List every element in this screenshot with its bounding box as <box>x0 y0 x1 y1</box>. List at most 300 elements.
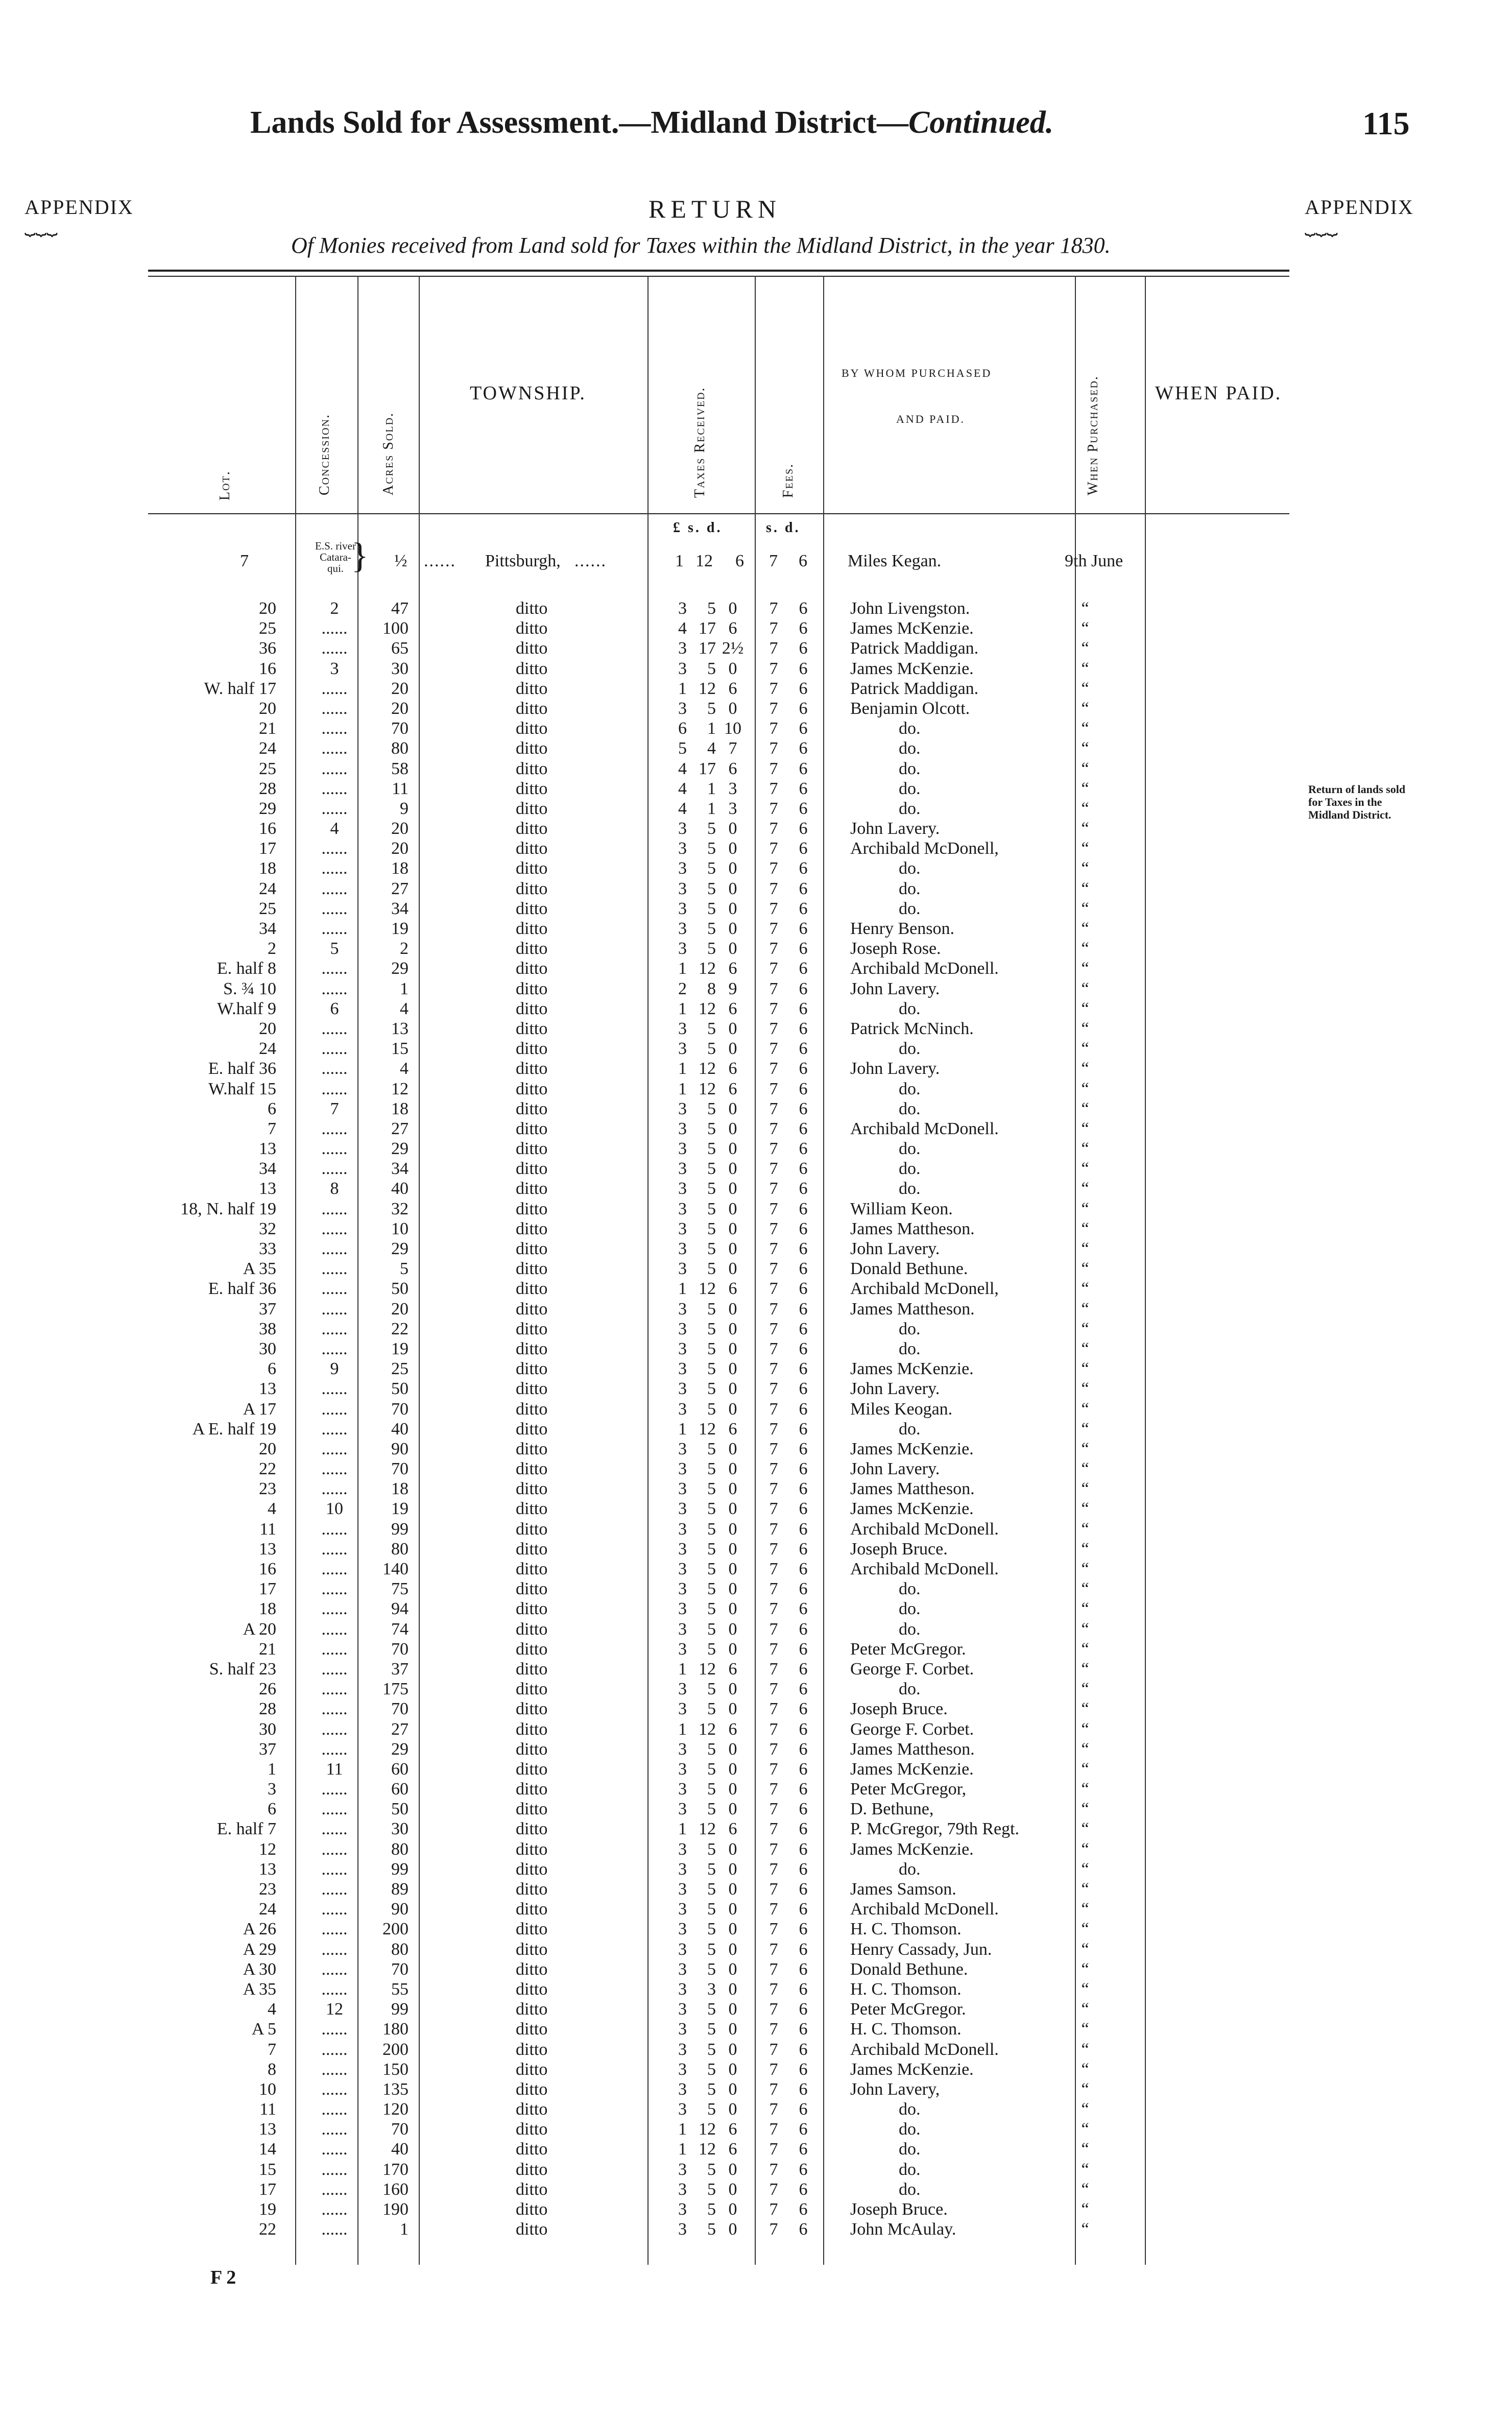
row-buyer: H. C. Thomson. <box>850 2020 962 2039</box>
table-row <box>0 759 1512 779</box>
row-lot: 21 <box>259 1639 276 1659</box>
row-shillings: 5 <box>707 2100 716 2119</box>
row-fee-shillings: 7 <box>769 619 778 638</box>
row-buyer: James Mattheson. <box>850 1219 975 1238</box>
row-concession: ...... <box>321 1959 348 1979</box>
row-buyer: Patrick Maddigan. <box>850 639 979 658</box>
row-buyer: Donald Bethune. <box>850 1959 968 1979</box>
row-concession: ...... <box>321 2160 348 2179</box>
row-fee-shillings: 7 <box>769 1759 778 1779</box>
row-pence: 0 <box>728 1539 737 1559</box>
row-fee-pence: 6 <box>799 1800 808 1819</box>
row-shillings: 5 <box>707 1099 716 1118</box>
row-pence: 6 <box>728 1079 737 1098</box>
row-fee-shillings: 7 <box>769 1680 778 1699</box>
row-lot: 16 <box>259 819 276 838</box>
row-concession: ...... <box>321 2140 348 2159</box>
row-pence: 0 <box>728 599 737 618</box>
row-fee-shillings: 7 <box>769 599 778 618</box>
table-row <box>0 718 1512 738</box>
row-pounds: 3 <box>678 1119 687 1138</box>
row-when: “ <box>1081 1419 1089 1439</box>
row-pence: 0 <box>728 2079 737 2099</box>
row-buyer: do. <box>899 719 921 738</box>
table-row <box>0 2099 1512 2119</box>
row-township: ditto <box>516 899 548 918</box>
row-buyer: Patrick Maddigan. <box>850 679 979 698</box>
row-shillings: 5 <box>707 1800 716 1819</box>
header-concession: Concession. <box>317 414 332 495</box>
row-concession: ...... <box>321 1399 348 1419</box>
row-acres: 140 <box>382 1560 409 1578</box>
row-pence: 0 <box>728 1979 737 1999</box>
row-pounds: 3 <box>678 1399 687 1419</box>
row-township: ditto <box>516 1519 548 1539</box>
row-shillings: 5 <box>707 1880 716 1899</box>
row-pounds: 1 <box>678 679 687 698</box>
row-shillings: 5 <box>707 1359 716 1379</box>
row-fee-shillings: 7 <box>769 699 778 718</box>
row-concession: 9 <box>330 1359 339 1379</box>
row-pounds: 3 <box>678 1039 687 1059</box>
row-pounds: 3 <box>678 1739 687 1759</box>
row-township: ditto <box>516 1619 548 1639</box>
row-acres: 50 <box>391 1800 409 1819</box>
row-when: “ <box>1081 2000 1089 2019</box>
row-when: “ <box>1081 779 1089 798</box>
row-buyer: do. <box>899 2140 921 2159</box>
table-row <box>0 879 1512 899</box>
row-fee-pence: 6 <box>799 959 808 978</box>
row-fee-shillings: 7 <box>769 1119 778 1138</box>
row-shillings: 5 <box>707 1339 716 1358</box>
row-acres: 160 <box>382 2179 409 2199</box>
row-lot: A 5 <box>251 2020 276 2039</box>
row-fee-shillings: 7 <box>769 2079 778 2099</box>
row-when: “ <box>1081 1319 1089 1338</box>
row-shillings: 5 <box>707 599 716 618</box>
row-buyer: do. <box>899 1859 921 1879</box>
row-shillings: 5 <box>707 1139 716 1159</box>
row-shillings: 5 <box>707 1619 716 1639</box>
row-fee-pence: 6 <box>799 1539 808 1559</box>
row-lot: 17 <box>259 1579 276 1599</box>
row-concession: ...... <box>321 859 348 878</box>
row-when: “ <box>1081 799 1089 818</box>
row-acres: 50 <box>391 1279 409 1299</box>
row-township: ditto <box>516 999 548 1018</box>
row-shillings: 5 <box>707 1739 716 1759</box>
row-when: “ <box>1081 1719 1089 1739</box>
row-fee-pence: 6 <box>799 1239 808 1258</box>
row-when: “ <box>1081 1920 1089 1939</box>
row-fee-pence: 6 <box>799 1979 808 1999</box>
table-row <box>0 1159 1512 1179</box>
table-row <box>0 1299 1512 1319</box>
row-acres: 70 <box>391 1459 409 1479</box>
table-row <box>0 1019 1512 1039</box>
header-township: TOWNSHIP. <box>470 382 586 404</box>
row-pence: 0 <box>728 1759 737 1779</box>
row-when: “ <box>1081 2100 1089 2119</box>
row-when: “ <box>1081 879 1089 898</box>
row-pence: 6 <box>728 2140 737 2159</box>
row-fee-pence: 6 <box>799 2160 808 2179</box>
row-when: “ <box>1081 1439 1089 1458</box>
row-lot: 13 <box>259 2120 276 2139</box>
row-township: ditto <box>516 1279 548 1299</box>
row-pounds: 4 <box>678 619 687 638</box>
row-fee-pence: 6 <box>799 1900 808 1919</box>
row-lot: 25 <box>259 899 276 918</box>
row-lot: 2 <box>268 939 276 959</box>
row-pence: 0 <box>728 1499 737 1519</box>
row-concession: ...... <box>321 2220 348 2239</box>
row-shillings: 5 <box>707 2220 716 2239</box>
row-pounds: 3 <box>678 1900 687 1919</box>
row-lot: 18 <box>259 859 276 878</box>
row-when: “ <box>1081 819 1089 838</box>
row-acres: 30 <box>391 659 409 678</box>
row-shillings: 1 <box>707 779 716 798</box>
row-fee-pence: 6 <box>799 1099 808 1118</box>
row-fee-pence: 6 <box>799 1079 808 1098</box>
row-township: ditto <box>516 2000 548 2019</box>
row-fee-shillings: 7 <box>769 819 778 838</box>
row-lot: 6 <box>268 1359 276 1379</box>
row-lot: 11 <box>259 1519 276 1539</box>
row-pence: 0 <box>728 1259 737 1279</box>
row-lot: 3 <box>268 1780 276 1799</box>
row-fee-shillings: 7 <box>769 1739 778 1759</box>
row-lot: 10 <box>259 2079 276 2099</box>
row-when: “ <box>1081 1699 1089 1719</box>
row-buyer: do. <box>899 899 921 918</box>
row-pounds: 1 <box>678 999 687 1018</box>
row-township: ditto <box>516 1499 548 1519</box>
row-fee-shillings: 7 <box>769 1179 778 1199</box>
row-when: “ <box>1081 619 1089 638</box>
row-lot: 15 <box>259 2160 276 2179</box>
row-shillings: 5 <box>707 2160 716 2179</box>
row-pounds: 3 <box>678 1439 687 1458</box>
first-row-township: Pittsburgh, <box>485 552 561 570</box>
row-fee-shillings: 7 <box>769 639 778 658</box>
row-buyer: H. C. Thomson. <box>850 1920 962 1939</box>
row-shillings: 12 <box>699 1279 716 1299</box>
row-pence: 0 <box>728 699 737 718</box>
row-buyer: do. <box>899 859 921 878</box>
row-acres: 180 <box>382 2020 409 2039</box>
row-fee-pence: 6 <box>799 1599 808 1619</box>
header-bottom-rule <box>148 513 1289 514</box>
row-when: “ <box>1081 1499 1089 1519</box>
row-concession: ...... <box>321 1279 348 1299</box>
row-lot: 24 <box>259 1900 276 1919</box>
table-row <box>0 2040 1512 2059</box>
row-pence: 0 <box>728 1379 737 1399</box>
row-lot: 20 <box>259 699 276 718</box>
row-fee-shillings: 7 <box>769 1159 778 1179</box>
row-shillings: 5 <box>707 1680 716 1699</box>
row-pounds: 6 <box>678 719 687 738</box>
table-body <box>0 598 1512 2239</box>
row-fee-pence: 6 <box>799 1139 808 1159</box>
row-buyer: D. Bethune, <box>850 1800 934 1819</box>
row-pounds: 3 <box>678 839 687 858</box>
row-fee-shillings: 7 <box>769 1399 778 1419</box>
row-when: “ <box>1081 859 1089 878</box>
row-acres: 60 <box>391 1780 409 1799</box>
row-township: ditto <box>516 1839 548 1859</box>
row-pence: 0 <box>728 1459 737 1479</box>
row-when: “ <box>1081 759 1089 778</box>
row-buyer: John Lavery. <box>850 1379 940 1399</box>
row-fee-pence: 6 <box>799 1699 808 1719</box>
row-buyer: do. <box>899 1079 921 1098</box>
row-when: “ <box>1081 2160 1089 2179</box>
row-shillings: 5 <box>707 1560 716 1578</box>
row-when: “ <box>1081 1399 1089 1419</box>
table-row <box>0 1719 1512 1739</box>
row-when: “ <box>1081 739 1089 758</box>
row-fee-pence: 6 <box>799 1059 808 1079</box>
row-fee-pence: 6 <box>799 1739 808 1759</box>
running-title: Lands Sold for Assessment.—Midland District—Continued. <box>250 105 1054 140</box>
row-acres: 4 <box>400 1059 409 1079</box>
row-acres: 90 <box>391 1439 409 1458</box>
row-fee-shillings: 7 <box>769 1959 778 1979</box>
row-township: ditto <box>516 1539 548 1559</box>
row-township: ditto <box>516 1639 548 1659</box>
row-township: ditto <box>516 1239 548 1258</box>
row-when: “ <box>1081 979 1089 998</box>
row-pence: 3 <box>728 799 737 818</box>
row-fee-shillings: 7 <box>769 1780 778 1799</box>
row-pounds: 3 <box>678 1499 687 1519</box>
row-lot: 24 <box>259 739 276 758</box>
row-lot: 6 <box>268 1099 276 1118</box>
table-row <box>0 1819 1512 1839</box>
row-shillings: 5 <box>707 899 716 918</box>
row-pounds: 3 <box>678 1379 687 1399</box>
row-fee-shillings: 7 <box>769 1560 778 1578</box>
row-acres: 150 <box>382 2059 409 2079</box>
row-shillings: 5 <box>707 1900 716 1919</box>
row-when: “ <box>1081 1119 1089 1138</box>
row-when: “ <box>1081 2059 1089 2079</box>
row-fee-shillings: 7 <box>769 2000 778 2019</box>
row-lot: 24 <box>259 1039 276 1059</box>
table-row <box>0 2119 1512 2139</box>
row-township: ditto <box>516 2020 548 2039</box>
table-row <box>0 1099 1512 1119</box>
row-pence: 9 <box>728 979 737 998</box>
row-buyer: John Lavery. <box>850 979 940 998</box>
row-lot: E. half 36 <box>208 1059 276 1079</box>
row-concession: ...... <box>321 1059 348 1079</box>
row-pence: 6 <box>728 679 737 698</box>
row-concession: ...... <box>321 1579 348 1599</box>
row-pence: 0 <box>728 879 737 898</box>
row-pounds: 3 <box>678 659 687 678</box>
row-shillings: 5 <box>707 1859 716 1879</box>
row-acres: 80 <box>391 1539 409 1559</box>
units-fees: s. d. <box>766 520 801 536</box>
row-lot: 18 <box>259 1599 276 1619</box>
row-pounds: 3 <box>678 1519 687 1539</box>
table-row <box>0 738 1512 758</box>
row-buyer: do. <box>899 1339 921 1358</box>
row-fee-shillings: 7 <box>769 2160 778 2179</box>
header-buyer-line1: BY WHOM PURCHASED <box>842 367 992 379</box>
row-when: “ <box>1081 1959 1089 1979</box>
row-buyer: Henry Benson. <box>850 919 954 938</box>
row-township: ditto <box>516 1800 548 1819</box>
row-fee-shillings: 7 <box>769 959 778 978</box>
row-pence: 6 <box>728 1059 737 1079</box>
row-township: ditto <box>516 1819 548 1839</box>
row-pounds: 3 <box>678 939 687 959</box>
row-township: ditto <box>516 799 548 818</box>
row-fee-pence: 6 <box>799 2059 808 2079</box>
row-shillings: 1 <box>707 799 716 818</box>
table-row <box>0 1619 1512 1639</box>
row-pence: 0 <box>728 1699 737 1719</box>
row-concession: ...... <box>321 1139 348 1159</box>
first-row-pence: 6 <box>735 552 744 570</box>
row-buyer: do. <box>899 799 921 818</box>
row-township: ditto <box>516 2120 548 2139</box>
row-when: “ <box>1081 2020 1089 2039</box>
row-shillings: 12 <box>699 2120 716 2139</box>
row-lot: 32 <box>259 1219 276 1238</box>
row-acres: 4 <box>400 999 409 1018</box>
row-township: ditto <box>516 659 548 678</box>
row-acres: 15 <box>391 1039 409 1059</box>
row-when: “ <box>1081 1059 1089 1079</box>
row-pounds: 3 <box>678 1319 687 1338</box>
appendix-label-right: APPENDIX <box>1305 196 1414 219</box>
row-fee-pence: 6 <box>799 1359 808 1379</box>
row-fee-pence: 6 <box>799 2000 808 2019</box>
row-fee-pence: 6 <box>799 2220 808 2239</box>
row-pounds: 3 <box>678 1599 687 1619</box>
row-buyer: do. <box>899 1619 921 1639</box>
row-when: “ <box>1081 1479 1089 1499</box>
row-concession: ...... <box>321 799 348 818</box>
row-buyer: James McKenzie. <box>850 1499 974 1519</box>
row-fee-shillings: 7 <box>769 2120 778 2139</box>
row-fee-shillings: 7 <box>769 1639 778 1659</box>
row-pounds: 3 <box>678 599 687 618</box>
row-concession: ...... <box>321 1800 348 1819</box>
row-concession: ...... <box>321 1560 348 1578</box>
row-lot: 34 <box>259 919 276 938</box>
row-concession: ...... <box>321 1900 348 1919</box>
row-when: “ <box>1081 1359 1089 1379</box>
row-township: ditto <box>516 2160 548 2179</box>
row-acres: 40 <box>391 1179 409 1199</box>
row-acres: 19 <box>391 1499 409 1519</box>
row-township: ditto <box>516 979 548 998</box>
row-pounds: 3 <box>678 2200 687 2219</box>
row-when: “ <box>1081 1159 1089 1179</box>
row-pence: 0 <box>728 1019 737 1038</box>
header-when-purchased: When Purchased. <box>1085 375 1101 495</box>
first-row-buyer: Miles Kegan. <box>848 552 942 570</box>
row-lot: 20 <box>259 599 276 618</box>
row-pounds: 4 <box>678 779 687 798</box>
row-acres: 30 <box>391 1819 409 1839</box>
return-subtitle: Of Monies received from Land sold for Taxes within the Midland District, in the year 1830. <box>291 233 1111 258</box>
row-pence: 0 <box>728 939 737 959</box>
row-acres: 20 <box>391 699 409 718</box>
row-shillings: 5 <box>707 659 716 678</box>
row-buyer: do. <box>899 2160 921 2179</box>
row-lot: 30 <box>259 1339 276 1358</box>
row-township: ditto <box>516 1659 548 1679</box>
row-fee-shillings: 7 <box>769 719 778 738</box>
row-shillings: 12 <box>699 1819 716 1839</box>
row-fee-shillings: 7 <box>769 2220 778 2239</box>
row-pounds: 3 <box>678 2179 687 2199</box>
row-buyer: do. <box>899 2120 921 2139</box>
row-acres: 22 <box>391 1319 409 1338</box>
row-concession: ...... <box>321 2079 348 2099</box>
row-lot: S. ¾ 10 <box>223 979 276 998</box>
row-buyer: Archibald McDonell. <box>850 1900 999 1919</box>
row-fee-pence: 6 <box>799 1219 808 1238</box>
first-row-when: 9th June <box>1065 552 1123 570</box>
row-township: ditto <box>516 739 548 758</box>
row-pence: 6 <box>728 619 737 638</box>
return-title: RETURN <box>649 195 781 223</box>
table-row <box>0 919 1512 939</box>
row-buyer: John Lavery. <box>850 1459 940 1479</box>
row-fee-shillings: 7 <box>769 799 778 818</box>
row-township: ditto <box>516 1560 548 1578</box>
row-township: ditto <box>516 2040 548 2059</box>
leader-dots: ...... <box>424 552 456 570</box>
table-row <box>0 1599 1512 1619</box>
row-when: “ <box>1081 1900 1089 1919</box>
row-pence: 0 <box>728 819 737 838</box>
row-buyer: George F. Corbet. <box>850 1659 974 1679</box>
row-lot: A 20 <box>243 1619 276 1639</box>
row-acres: 100 <box>382 619 409 638</box>
row-pence: 6 <box>728 1719 737 1739</box>
row-concession: ...... <box>321 1339 348 1358</box>
row-fee-pence: 6 <box>799 1439 808 1458</box>
row-acres: 200 <box>382 2040 409 2059</box>
row-acres: 80 <box>391 1939 409 1959</box>
table-row <box>0 1179 1512 1199</box>
row-fee-pence: 6 <box>799 799 808 818</box>
row-buyer: do. <box>899 2179 921 2199</box>
row-shillings: 8 <box>707 979 716 998</box>
table-row <box>0 1059 1512 1079</box>
units-taxes: £ s. d. <box>673 520 723 536</box>
row-fee-shillings: 7 <box>769 1800 778 1819</box>
row-concession: ...... <box>321 1699 348 1719</box>
row-buyer: do. <box>899 879 921 898</box>
row-fee-pence: 6 <box>799 1519 808 1539</box>
row-pence: 6 <box>728 1279 737 1299</box>
row-pounds: 1 <box>678 1419 687 1439</box>
row-pounds: 3 <box>678 1880 687 1899</box>
row-when: “ <box>1081 1099 1089 1118</box>
